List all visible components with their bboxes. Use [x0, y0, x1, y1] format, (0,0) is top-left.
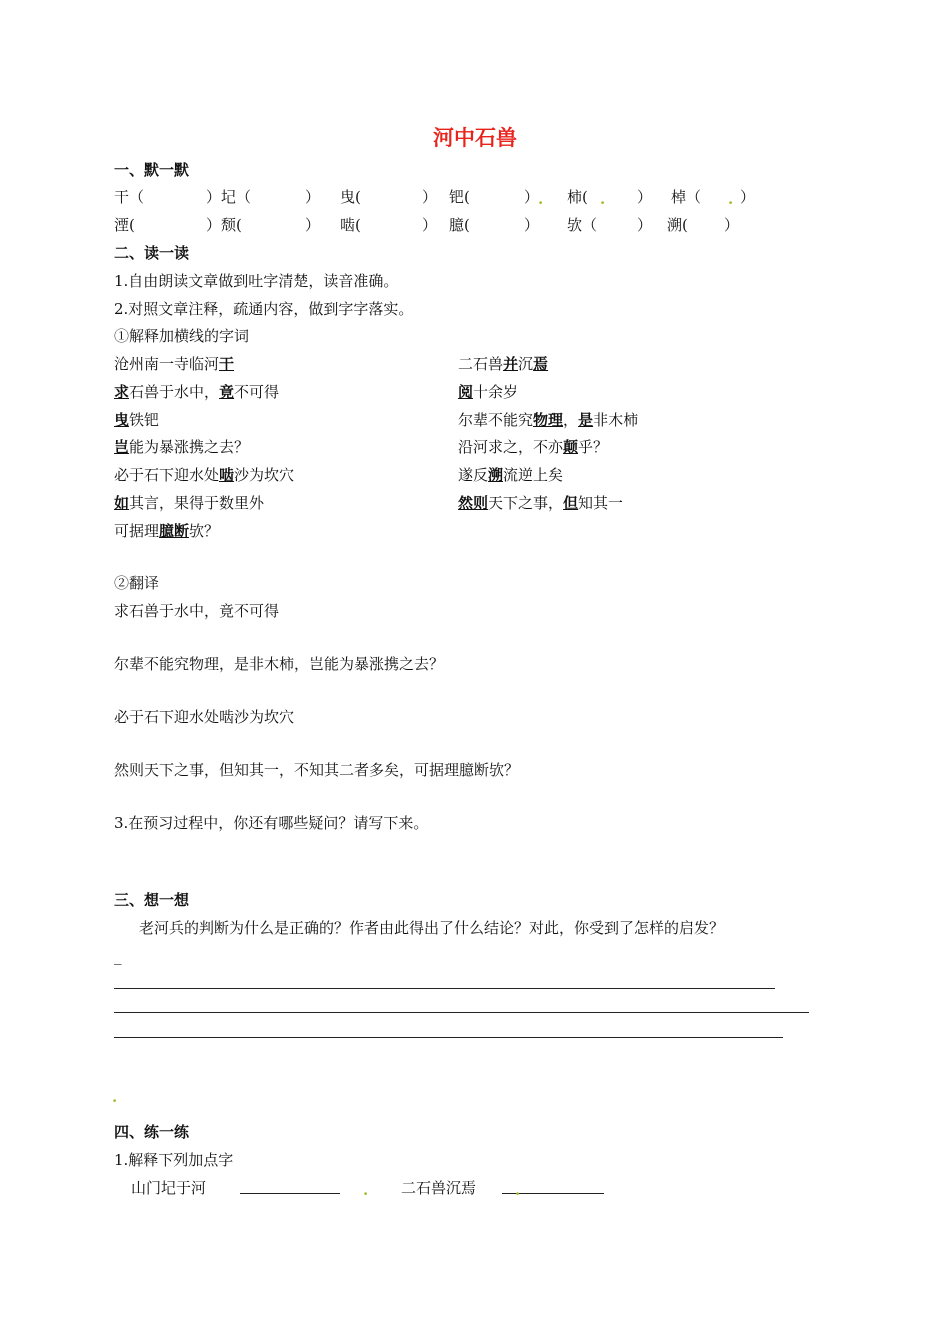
vocab-item: 曳铁钯 [114, 411, 160, 429]
vocab-item: 遂反溯流逆上矣 [458, 466, 564, 484]
pinyin-cell: ） [422, 216, 438, 234]
vocab-item: 必于石下迎水处啮沙为坎穴 [114, 466, 295, 484]
section-3-heading: 三、想一想 [114, 891, 190, 909]
pinyin-cell: ） [637, 216, 653, 234]
stray-dot: . [112, 1088, 118, 1106]
vocab-item: 然则天下之事，但知其一 [458, 494, 624, 512]
pinyin-cell: 柿( [567, 188, 588, 206]
section-4-heading: 四、练一练 [114, 1123, 190, 1141]
answer-blank[interactable] [240, 1193, 340, 1194]
exercise-phrase: 山门圮于河 [131, 1179, 207, 1197]
vocab-item: 可据理臆断欤？ [114, 522, 220, 540]
pinyin-cell: 棹（ [671, 188, 702, 206]
stray-dot: . [538, 190, 544, 208]
section-2-heading: 二、读一读 [114, 244, 190, 262]
vocab-item: 尔辈不能究物理，是非木柿 [458, 411, 639, 429]
vocab-item: 阅十余岁 [458, 383, 519, 401]
translation-sentence: 尔辈不能究物理，是非木柿，岂能为暴涨携之去？ [114, 655, 445, 673]
answer-dash: _ [114, 947, 122, 965]
stray-dot: . [728, 190, 734, 208]
answer-line[interactable] [114, 1012, 809, 1013]
pinyin-cell: ） [524, 188, 540, 206]
instruction-explain-dotted: 1.解释下列加点字 [114, 1151, 234, 1169]
subheading-explain: ①解释加横线的字词 [114, 327, 250, 345]
pinyin-cell: 啮( [340, 216, 361, 234]
vocab-item: 沧州南一寺临河干 [114, 355, 235, 373]
pinyin-cell: ）颓( [206, 216, 242, 234]
reflection-question: 老河兵的判断为什么是正确的？作者由此得出了什么结论？对此，你受到了怎样的启发？ [139, 919, 725, 937]
pinyin-cell: ） [724, 216, 740, 234]
instruction-2: 2.对照文章注释，疏通内容，做到字字落实。 [114, 300, 414, 318]
section-1-heading: 一、默一默 [114, 161, 190, 179]
subheading-translate: ②翻译 [114, 574, 160, 592]
pinyin-cell: ） [524, 216, 540, 234]
exercise-phrase: 二石兽沉焉 [401, 1179, 477, 1197]
pinyin-cell: 钯( [449, 188, 470, 206]
pinyin-cell: ） [305, 216, 321, 234]
pinyin-cell: ）圮（ [206, 188, 252, 206]
stray-dot: . [600, 190, 606, 208]
pinyin-cell: ） [422, 188, 438, 206]
pinyin-cell: ） [305, 188, 321, 206]
pinyin-cell: 湮( [114, 216, 135, 234]
stray-dot: . [363, 1181, 369, 1199]
answer-line[interactable] [114, 1037, 783, 1038]
pinyin-cell: 干（ [114, 188, 145, 206]
answer-line[interactable] [114, 988, 775, 989]
vocab-item: 求石兽于水中，竟不可得 [114, 383, 280, 401]
pinyin-cell: 臆( [449, 216, 470, 234]
pinyin-cell: ） [740, 188, 756, 206]
vocab-item: 岂能为暴涨携之去？ [114, 438, 250, 456]
instruction-1: 1.自由朗读文章做到吐字清楚，读音准确。 [114, 272, 399, 290]
vocab-item: 如其言，果得于数里外 [114, 494, 265, 512]
instruction-3: 3.在预习过程中，你还有哪些疑问？请写下来。 [114, 814, 429, 832]
stray-dot: . [515, 1181, 521, 1199]
translation-sentence: 求石兽于水中，竟不可得 [114, 602, 280, 620]
vocab-item: 沿河求之，不亦颠乎？ [458, 438, 609, 456]
pinyin-cell: 欤（ [567, 216, 598, 234]
translation-sentence: 然则天下之事，但知其一，不知其二者多矣，可据理臆断欤？ [114, 761, 520, 779]
page-title: 河中石兽 [433, 126, 517, 150]
pinyin-cell: 溯( [667, 216, 688, 234]
vocab-item: 二石兽并沉焉 [458, 355, 549, 373]
pinyin-cell: 曳( [340, 188, 361, 206]
translation-sentence: 必于石下迎水处啮沙为坎穴 [114, 708, 295, 726]
pinyin-cell: ） [637, 188, 653, 206]
